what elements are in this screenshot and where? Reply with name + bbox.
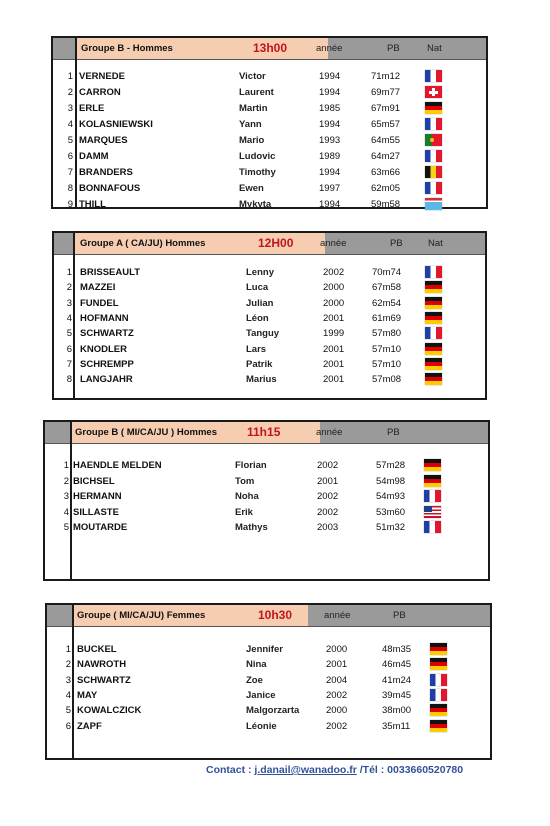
athlete-last-name: FUNDEL — [80, 297, 119, 309]
france-flag — [430, 674, 447, 686]
athlete-row — [45, 505, 488, 520]
germany-flag — [430, 658, 447, 670]
group-time: 12H00 — [258, 236, 294, 250]
france-flag — [425, 150, 442, 162]
athlete-number: 7 — [67, 167, 73, 178]
athlete-birth-year: 2001 — [323, 312, 345, 324]
athlete-number: 5 — [65, 705, 71, 717]
group-time: 13h00 — [253, 41, 288, 55]
germany-flag — [425, 312, 442, 324]
germany-flag — [424, 475, 441, 487]
nat-header: Nat — [428, 238, 443, 249]
group-block-3 — [43, 420, 490, 581]
athlete-number: 6 — [67, 151, 73, 162]
group-time: 10h30 — [258, 608, 293, 622]
athlete-birth-year: 2001 — [323, 374, 345, 386]
contact-line — [206, 764, 463, 776]
athlete-row — [53, 101, 486, 116]
athlete-birth-year: 2002 — [323, 267, 345, 278]
athlete-personal-best: 57m10 — [372, 343, 402, 355]
athlete-birth-year: 2001 — [323, 343, 345, 355]
athlete-first-name: Julian — [246, 297, 274, 309]
athlete-personal-best: 59m58 — [371, 199, 401, 210]
athlete-first-name: Mario — [239, 135, 265, 146]
athlete-row — [45, 474, 488, 489]
athlete-birth-year: 2002 — [317, 491, 339, 502]
pb-header: PB — [387, 43, 400, 54]
athlete-personal-best: 62m54 — [372, 297, 402, 309]
athlete-birth-year: 1994 — [319, 87, 341, 98]
athlete-personal-best: 57m80 — [372, 328, 402, 340]
athlete-birth-year: 1997 — [319, 183, 341, 194]
athlete-last-name: HAENDLE MELDEN — [73, 460, 162, 471]
athlete-last-name: SCHREMPP — [80, 358, 134, 370]
athlete-row — [45, 489, 488, 504]
athlete-number: 1 — [65, 644, 71, 655]
switzerland-flag — [425, 86, 442, 98]
athlete-first-name: Malgorzarta — [246, 705, 300, 717]
athlete-birth-year: 2002 — [317, 460, 339, 471]
athlete-birth-year: 2001 — [323, 358, 345, 370]
athlete-last-name: CARRON — [79, 87, 121, 98]
athlete-number: 5 — [63, 522, 69, 533]
portugal-flag — [425, 134, 442, 146]
germany-flag — [430, 643, 447, 655]
athlete-first-name: Léonie — [246, 720, 277, 732]
athlete-personal-best: 64m27 — [371, 151, 401, 162]
athlete-personal-best: 35m11 — [382, 720, 411, 732]
athlete-personal-best: 61m69 — [372, 312, 402, 324]
athlete-row — [53, 181, 486, 196]
athlete-number: 8 — [66, 374, 72, 386]
athlete-last-name: LANGJAHR — [80, 374, 133, 386]
pb-header: PB — [390, 238, 403, 249]
athlete-birth-year: 2001 — [317, 475, 339, 487]
athlete-first-name: Yann — [239, 119, 262, 130]
athlete-row — [54, 265, 485, 280]
germany-flag — [425, 281, 442, 293]
athlete-last-name: DAMM — [79, 151, 109, 162]
athlete-last-name: SCHWARTZ — [80, 328, 134, 340]
athlete-last-name: SCHWARTZ — [77, 674, 131, 686]
athlete-birth-year: 2004 — [326, 674, 348, 686]
athlete-personal-best: 48m35 — [382, 644, 412, 655]
group-title: Groupe A ( CA/JU) Hommes — [75, 233, 325, 254]
athlete-number: 4 — [65, 689, 71, 701]
athlete-last-name: THILL — [79, 199, 106, 210]
athlete-row — [45, 458, 488, 473]
athlete-first-name: Léon — [246, 312, 269, 324]
france-flag — [425, 266, 442, 278]
athlete-first-name: Patrik — [246, 358, 273, 370]
athlete-last-name: HOFMANN — [80, 312, 129, 324]
athlete-first-name: Jennifer — [246, 644, 283, 655]
athlete-personal-best: 70m74 — [372, 267, 402, 278]
athlete-number: 2 — [67, 87, 73, 98]
athlete-row — [53, 117, 486, 132]
year-header: année — [324, 610, 351, 621]
athlete-row — [54, 326, 485, 341]
athlete-birth-year: 2003 — [317, 522, 339, 533]
athlete-number: 5 — [66, 328, 72, 340]
athlete-last-name: BRISSEAULT — [80, 267, 140, 278]
athlete-row — [53, 197, 486, 212]
athlete-number: 2 — [63, 475, 69, 487]
athlete-number: 1 — [67, 71, 73, 82]
athlete-first-name: Mykyta — [239, 199, 272, 210]
athlete-first-name: Nina — [246, 659, 267, 671]
contact-email-link[interactable]: j.danail@wanadoo.fr — [254, 764, 357, 776]
athlete-first-name: Luca — [246, 282, 269, 294]
athlete-birth-year: 2002 — [326, 689, 348, 701]
athlete-number: 6 — [66, 343, 72, 355]
athlete-number: 1 — [66, 267, 72, 278]
france-flag — [424, 490, 441, 502]
group-header — [45, 422, 488, 444]
athlete-number: 8 — [67, 183, 73, 194]
athlete-birth-year: 1993 — [319, 135, 341, 146]
athlete-row — [53, 85, 486, 100]
year-header: année — [316, 427, 343, 438]
germany-flag — [425, 102, 442, 114]
france-flag — [425, 182, 442, 194]
athlete-first-name: Mathys — [235, 522, 268, 533]
athlete-number: 6 — [65, 720, 71, 732]
athlete-first-name: Tanguy — [246, 328, 280, 340]
athlete-row — [53, 165, 486, 180]
athlete-personal-best: 63m66 — [371, 167, 401, 178]
athlete-birth-year: 2000 — [323, 297, 345, 309]
athlete-birth-year: 2000 — [326, 705, 348, 717]
athlete-row — [47, 657, 490, 672]
athlete-birth-year: 1994 — [319, 119, 341, 130]
athlete-personal-best: 62m05 — [371, 183, 401, 194]
athlete-row — [54, 311, 485, 326]
athlete-number: 9 — [67, 199, 73, 210]
athlete-row — [54, 296, 485, 311]
athlete-row — [53, 149, 486, 164]
athlete-personal-best: 38m00 — [382, 705, 412, 717]
athlete-row — [45, 520, 488, 535]
athlete-first-name: Marius — [246, 374, 277, 386]
athlete-last-name: HERMANN — [73, 491, 122, 502]
athlete-personal-best: 67m91 — [371, 103, 401, 114]
athlete-last-name: VERNEDE — [79, 71, 125, 82]
athlete-last-name: ERLE — [79, 103, 105, 114]
athlete-personal-best: 57m28 — [376, 460, 406, 471]
athlete-last-name: BUCKEL — [77, 644, 117, 655]
group-title: Groupe ( MI/CA/JU) Femmes — [72, 605, 308, 626]
athlete-personal-best: 51m32 — [376, 522, 406, 533]
athlete-last-name: KNODLER — [80, 343, 127, 355]
athlete-number: 5 — [67, 135, 73, 146]
france-flag — [424, 521, 441, 533]
group-block-1 — [51, 36, 488, 209]
athlete-first-name: Tom — [235, 475, 255, 487]
athlete-last-name: KOLASNIEWSKI — [79, 119, 153, 130]
athlete-number: 3 — [65, 674, 71, 686]
athlete-row — [47, 673, 490, 688]
athlete-row — [47, 703, 490, 718]
athlete-personal-best: 54m98 — [376, 475, 406, 487]
athlete-personal-best: 57m10 — [372, 358, 402, 370]
athlete-row — [54, 372, 485, 387]
germany-flag — [424, 459, 441, 471]
athlete-first-name: Janice — [246, 689, 276, 701]
france-flag — [425, 327, 442, 339]
athlete-personal-best: 41m24 — [382, 674, 412, 686]
athlete-birth-year: 1994 — [319, 167, 341, 178]
athlete-first-name: Victor — [239, 71, 266, 82]
nat-header: Nat — [427, 43, 442, 54]
pb-header: PB — [387, 427, 400, 438]
athlete-last-name: MOUTARDE — [73, 522, 128, 533]
athlete-personal-best: 67m58 — [372, 282, 402, 294]
group-header — [53, 38, 486, 60]
athlete-last-name: ZAPF — [77, 720, 102, 732]
year-header: année — [320, 238, 347, 249]
athlete-number: 4 — [66, 312, 72, 324]
athlete-number: 4 — [67, 119, 73, 130]
france-flag — [425, 70, 442, 82]
contact-phone: /Tél : 0033660520780 — [356, 764, 464, 776]
group-block-4 — [45, 603, 492, 760]
athlete-last-name: MAZZEI — [80, 282, 116, 294]
athlete-number: 2 — [66, 282, 72, 294]
germany-flag — [430, 704, 447, 716]
athlete-number: 7 — [66, 358, 72, 370]
belgium-flag — [425, 166, 442, 178]
athlete-number: 3 — [66, 297, 72, 309]
group-header — [47, 605, 490, 627]
athlete-birth-year: 2001 — [326, 659, 348, 671]
athlete-first-name: Ludovic — [239, 151, 276, 162]
athlete-birth-year: 1994 — [319, 199, 341, 210]
group-header — [54, 233, 485, 255]
germany-flag — [425, 297, 442, 309]
athlete-row — [47, 719, 490, 734]
athlete-row — [54, 357, 485, 372]
athlete-personal-best: 53m60 — [376, 506, 406, 518]
athlete-first-name: Florian — [235, 460, 267, 471]
athlete-first-name: Laurent — [239, 87, 274, 98]
athlete-first-name: Zoe — [246, 674, 263, 686]
athlete-birth-year: 1994 — [319, 71, 341, 82]
athlete-last-name: SILLASTE — [73, 506, 119, 518]
athlete-first-name: Noha — [235, 491, 259, 502]
athlete-first-name: Ewen — [239, 183, 264, 194]
athlete-personal-best: 71m12 — [371, 71, 401, 82]
athlete-personal-best: 64m55 — [371, 135, 401, 146]
athlete-last-name: MAY — [77, 689, 98, 701]
athlete-number: 3 — [67, 103, 73, 114]
athlete-row — [47, 688, 490, 703]
athlete-birth-year: 2002 — [326, 720, 348, 732]
athlete-row — [53, 69, 486, 84]
athlete-birth-year: 2002 — [317, 506, 339, 518]
ukraine-flag — [425, 198, 442, 210]
athlete-personal-best: 65m57 — [371, 119, 401, 130]
athlete-number: 3 — [63, 491, 69, 502]
france-flag — [430, 689, 447, 701]
group-title: Groupe B ( MI/CA/JU ) Hommes — [70, 422, 320, 443]
athlete-birth-year: 2000 — [326, 644, 348, 655]
germany-flag — [425, 343, 442, 355]
athlete-last-name: BRANDERS — [79, 167, 133, 178]
athlete-first-name: Erik — [235, 506, 253, 518]
athlete-first-name: Lenny — [246, 267, 274, 278]
athlete-row — [53, 133, 486, 148]
germany-flag — [425, 373, 442, 385]
athlete-last-name: BICHSEL — [73, 475, 115, 487]
athlete-birth-year: 1999 — [323, 328, 345, 340]
france-flag — [425, 118, 442, 130]
athlete-personal-best: 46m45 — [382, 659, 412, 671]
athlete-birth-year: 1985 — [319, 103, 341, 114]
athlete-row — [54, 342, 485, 357]
athlete-number: 1 — [63, 460, 69, 471]
athlete-personal-best: 39m45 — [382, 689, 412, 701]
athlete-first-name: Timothy — [239, 167, 276, 178]
athlete-last-name: KOWALCZICK — [77, 705, 142, 717]
pb-header: PB — [393, 610, 406, 621]
germany-flag — [430, 720, 447, 732]
group-title: Groupe B - Hommes — [76, 38, 328, 59]
athlete-last-name: MARQUES — [79, 135, 128, 146]
athlete-last-name: NAWROTH — [77, 659, 127, 671]
group-time: 11h15 — [247, 425, 281, 439]
athlete-personal-best: 69m77 — [371, 87, 401, 98]
athlete-birth-year: 2000 — [323, 282, 345, 294]
athlete-number: 2 — [65, 659, 71, 671]
contact-label: Contact : — [206, 764, 255, 776]
usa-flag — [424, 506, 441, 518]
athlete-number: 4 — [63, 506, 69, 518]
group-block-2 — [52, 231, 487, 400]
athlete-last-name: BONNAFOUS — [79, 183, 141, 194]
athlete-row — [47, 642, 490, 657]
athlete-row — [54, 280, 485, 295]
germany-flag — [425, 358, 442, 370]
athlete-birth-year: 1989 — [319, 151, 341, 162]
athlete-personal-best: 54m93 — [376, 491, 406, 502]
athlete-first-name: Lars — [246, 343, 267, 355]
athlete-personal-best: 57m08 — [372, 374, 402, 386]
athlete-first-name: Martin — [239, 103, 268, 114]
year-header: année — [316, 43, 343, 54]
